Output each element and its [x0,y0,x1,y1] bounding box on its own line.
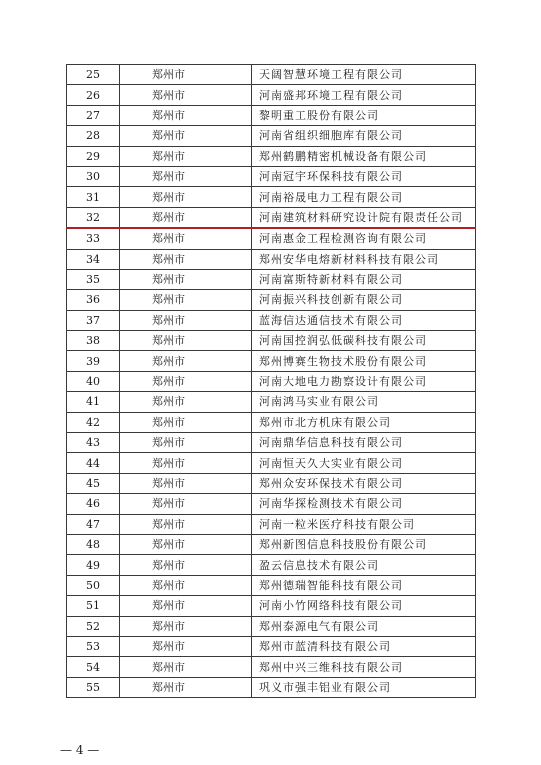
row-number: 36 [67,290,120,310]
row-company-name: 巩义市强丰铝业有限公司 [252,677,476,697]
row-city: 郑州市 [120,596,252,616]
row-company-name: 河南国控润弘低碳科技有限公司 [252,331,476,351]
table-row [67,310,476,330]
row-number: 45 [67,473,120,493]
row-number: 26 [67,85,120,105]
row-city: 郑州市 [120,351,252,371]
row-company-name: 河南裕晟电力工程有限公司 [252,187,476,207]
table-row [67,269,476,289]
row-company-name: 郑州中兴三维科技有限公司 [252,657,476,677]
row-number: 31 [67,187,120,207]
row-number: 55 [67,677,120,697]
row-number: 52 [67,616,120,636]
row-city: 郑州市 [120,371,252,391]
table-row [67,105,476,125]
table-row [67,636,476,656]
row-city: 郑州市 [120,331,252,351]
row-company-name: 郑州众安环保技术有限公司 [252,473,476,493]
row-company-name: 河南冠宇环保科技有限公司 [252,166,476,186]
row-city: 郑州市 [120,65,252,85]
row-number: 25 [67,65,120,85]
table-row [67,228,476,249]
row-company-name: 天阔智慧环境工程有限公司 [252,65,476,85]
row-city: 郑州市 [120,310,252,330]
row-number: 44 [67,453,120,473]
row-number: 50 [67,575,120,595]
row-number: 51 [67,596,120,616]
row-company-name: 河南省组织细胞库有限公司 [252,126,476,146]
row-company-name: 蓝海信达通信技术有限公司 [252,310,476,330]
table-row [67,657,476,677]
row-number: 29 [67,146,120,166]
row-company-name: 郑州安华电熔新材料科技有限公司 [252,249,476,269]
table-row [67,677,476,697]
row-number: 37 [67,310,120,330]
row-company-name: 黎明重工股份有限公司 [252,105,476,125]
row-company-name: 河南鼎华信息科技有限公司 [252,433,476,453]
table-row [67,207,476,228]
table-row [67,249,476,269]
row-city: 郑州市 [120,392,252,412]
row-city: 郑州市 [120,269,252,289]
row-city: 郑州市 [120,677,252,697]
row-number: 32 [67,207,120,228]
row-company-name: 河南鸿马实业有限公司 [252,392,476,412]
row-company-name: 河南大地电力勘察设计有限公司 [252,371,476,391]
row-company-name: 郑州鹤鹏精密机械设备有限公司 [252,146,476,166]
row-company-name: 郑州泰源电气有限公司 [252,616,476,636]
table-row [67,473,476,493]
table-row [67,146,476,166]
row-company-name: 河南恒天久大实业有限公司 [252,453,476,473]
row-city: 郑州市 [120,85,252,105]
row-city: 郑州市 [120,555,252,575]
table-row [67,187,476,207]
row-number: 43 [67,433,120,453]
table-row [67,392,476,412]
row-company-name: 郑州新图信息科技股份有限公司 [252,534,476,554]
row-city: 郑州市 [120,146,252,166]
table-row [67,494,476,514]
row-number: 47 [67,514,120,534]
row-city: 郑州市 [120,166,252,186]
row-number: 34 [67,249,120,269]
row-number: 27 [67,105,120,125]
row-company-name: 河南富斯特新材料有限公司 [252,269,476,289]
row-number: 39 [67,351,120,371]
row-city: 郑州市 [120,207,252,228]
row-city: 郑州市 [120,433,252,453]
table-row [67,166,476,186]
row-city: 郑州市 [120,616,252,636]
row-number: 33 [67,228,120,249]
table-body [67,65,476,698]
row-city: 郑州市 [120,290,252,310]
table-row [67,453,476,473]
row-number: 41 [67,392,120,412]
row-company-name: 郑州博赛生物技术股份有限公司 [252,351,476,371]
row-company-name: 郑州德瑞智能科技有限公司 [252,575,476,595]
table-row [67,351,476,371]
row-city: 郑州市 [120,575,252,595]
table-row [67,616,476,636]
row-number: 38 [67,331,120,351]
row-city: 郑州市 [120,105,252,125]
table-row [67,331,476,351]
table-row [67,126,476,146]
row-company-name: 河南建筑材料研究设计院有限责任公司 [252,207,476,228]
row-number: 46 [67,494,120,514]
row-number: 40 [67,371,120,391]
company-list-table [66,64,476,698]
row-number: 48 [67,534,120,554]
row-city: 郑州市 [120,249,252,269]
row-number: 35 [67,269,120,289]
table-row [67,514,476,534]
row-city: 郑州市 [120,473,252,493]
row-company-name: 盈云信息技术有限公司 [252,555,476,575]
table-row [67,534,476,554]
row-company-name: 河南振兴科技创新有限公司 [252,290,476,310]
row-number: 30 [67,166,120,186]
page-number: — 4 — [60,743,100,757]
row-city: 郑州市 [120,187,252,207]
table-row [67,596,476,616]
row-city: 郑州市 [120,636,252,656]
table-row [67,433,476,453]
row-company-name: 河南惠金工程检测咨询有限公司 [252,228,476,249]
row-company-name: 郑州市北方机床有限公司 [252,412,476,432]
table-row [67,85,476,105]
row-number: 42 [67,412,120,432]
row-city: 郑州市 [120,453,252,473]
row-company-name: 河南一粒米医疗科技有限公司 [252,514,476,534]
row-city: 郑州市 [120,494,252,514]
row-city: 郑州市 [120,534,252,554]
table-row [67,65,476,85]
row-city: 郑州市 [120,412,252,432]
table-row [67,575,476,595]
table-row [67,555,476,575]
row-company-name: 河南华探检测技术有限公司 [252,494,476,514]
row-company-name: 河南小竹网络科技有限公司 [252,596,476,616]
row-company-name: 郑州市蓝清科技有限公司 [252,636,476,656]
row-number: 49 [67,555,120,575]
row-number: 53 [67,636,120,656]
table-row [67,371,476,391]
table-row [67,412,476,432]
row-city: 郑州市 [120,657,252,677]
table-row [67,290,476,310]
row-number: 28 [67,126,120,146]
row-city: 郑州市 [120,228,252,249]
row-number: 54 [67,657,120,677]
row-company-name: 河南盛邦环境工程有限公司 [252,85,476,105]
row-city: 郑州市 [120,514,252,534]
row-city: 郑州市 [120,126,252,146]
